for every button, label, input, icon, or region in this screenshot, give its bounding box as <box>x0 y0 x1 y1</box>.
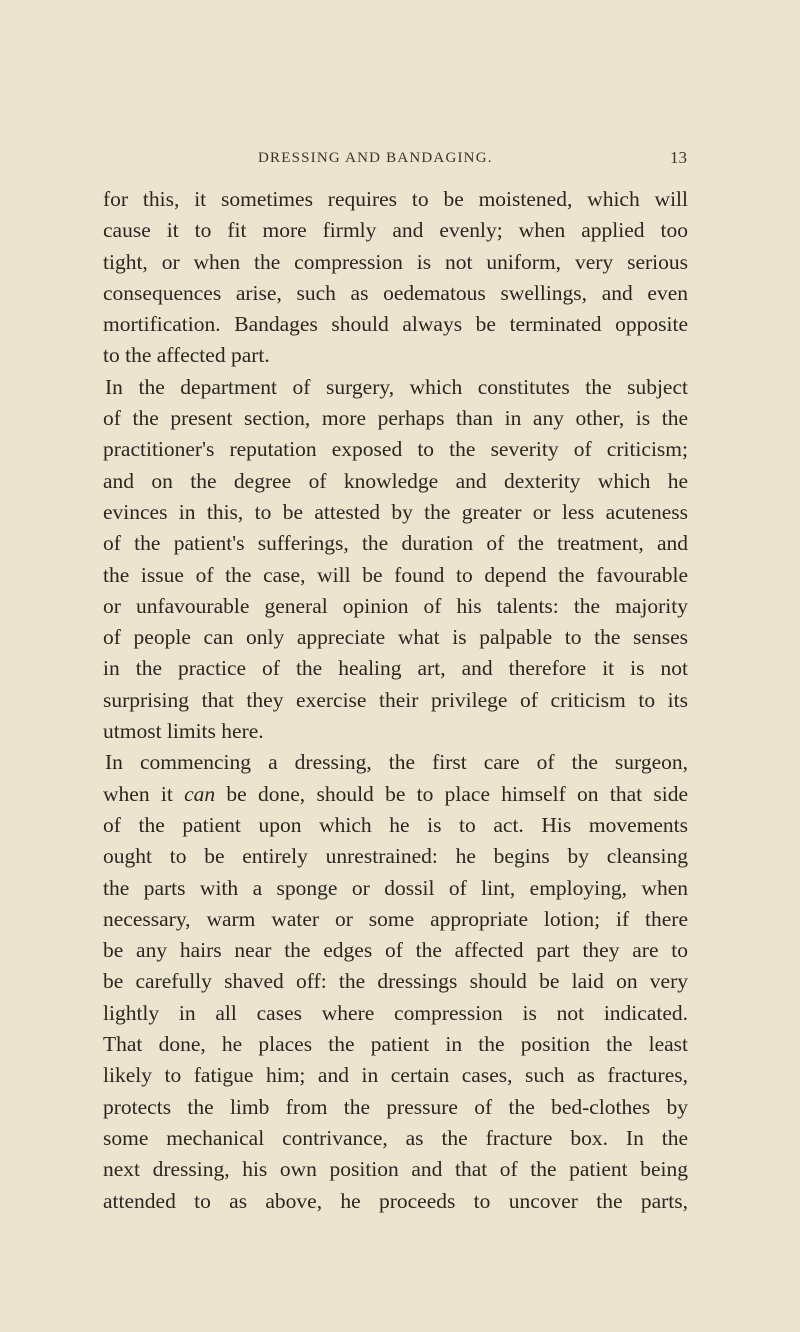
text-line: some mechanical contrivance, as the fracture box. In the <box>103 1125 688 1150</box>
text-line: next dressing, his own position and that of the patient being <box>103 1157 688 1182</box>
text-line: In commencing a dressing, the first care of the surgeon, <box>105 750 688 775</box>
text-run: when it <box>103 781 185 806</box>
text-line: of the present section, more perhaps than in any other, is the <box>103 406 688 431</box>
text-line: utmost limits here. <box>103 719 264 744</box>
text-line: practitioner's reputation exposed to the severity of criticism; <box>103 437 688 462</box>
text-line: of people can only appreciate what is palpable to the senses <box>103 625 688 650</box>
paragraph-1 <box>103 184 688 372</box>
paragraph-3 <box>103 747 688 1216</box>
text-line: be carefully shaved off: the dressings should be laid on very <box>103 969 688 994</box>
text-line: ought to be entirely unrestrained: he begins by cleansing <box>103 844 688 869</box>
text-line: for this, it sometimes requires to be moistened, which will <box>103 187 688 211</box>
text-line: the issue of the case, will be found to depend the favourable <box>103 562 688 587</box>
text-line: in the practice of the healing art, and therefore it is not <box>103 656 688 681</box>
text-line: evinces in this, to be attested by the greater or less acuteness <box>103 499 688 524</box>
text-line: That done, he places the patient in the position the least <box>103 1032 688 1057</box>
text-run: be done, should be to place himself on that side <box>215 781 688 806</box>
paragraph-2 <box>103 372 688 748</box>
text-line: or unfavourable general opinion of his talents: the majority <box>103 593 688 618</box>
text-line: In the department of surgery, which constitutes the subject <box>105 374 688 399</box>
text-line: and on the degree of knowledge and dexterity which he <box>103 468 688 493</box>
text-line: of the patient's sufferings, the duration of the treatment, and <box>103 531 688 556</box>
italic-word: can <box>184 781 216 806</box>
body-text <box>103 184 688 1217</box>
text-line: necessary, warm water or some appropriate lotion; if there <box>103 906 688 931</box>
text-line-with-italic <box>103 779 688 810</box>
running-title: DRESSING AND BANDAGING. <box>258 150 493 166</box>
text-line: mortification. Bandages should always be terminated opposite <box>103 312 688 337</box>
text-line: the parts with a sponge or dossil of lint, employing, when <box>103 875 688 900</box>
text-line: tight, or when the compression is not uniform, very serious <box>103 249 688 274</box>
text-line: cause it to fit more firmly and evenly; when applied too <box>103 218 688 243</box>
text-line: protects the limb from the pressure of the bed-clothes by <box>103 1094 688 1119</box>
text-line: be any hairs near the edges of the affected part they are to <box>103 938 688 963</box>
text-line: lightly in all cases where compression is not indicated. <box>103 1000 688 1025</box>
text-line: of the patient upon which he is to act. His movements <box>103 812 688 837</box>
page-number: 13 <box>670 148 687 167</box>
running-head <box>0 146 800 170</box>
text-line: surprising that they exercise their privilege of criticism to its <box>103 687 688 712</box>
text-line: likely to fatigue him; and in certain cases, such as fractures, <box>103 1063 688 1088</box>
text-line: attended to as above, he proceeds to uncover the parts, <box>103 1188 688 1213</box>
text-line: to the affected part. <box>103 343 270 368</box>
text-line: consequences arise, such as oedematous swellings, and even <box>103 280 688 305</box>
